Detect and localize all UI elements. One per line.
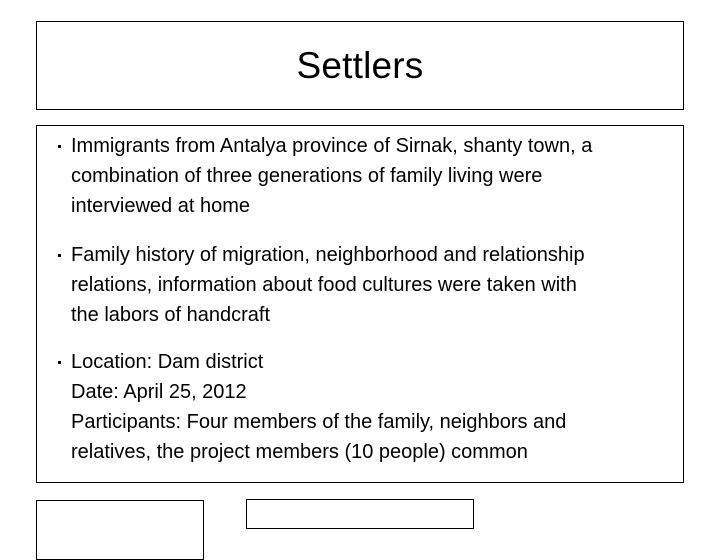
slide-title: Settlers	[296, 44, 424, 86]
bullet-line: Family history of migration, neighborhood and relationship	[71, 244, 585, 266]
bullet-line: combination of three generations of family living were	[71, 165, 543, 187]
bullet-line: relatives, the project members (10 people) common	[71, 441, 528, 463]
bullet-text	[71, 240, 651, 330]
bullet-line: relations, information about food cultures were taken with	[71, 274, 577, 296]
bullet-line: Participants: Four members of the family, neighbors and	[71, 411, 567, 433]
bullet-line: Date: April 25, 2012	[71, 381, 247, 403]
bullet-text	[71, 347, 651, 467]
title-box	[36, 21, 684, 110]
bottom-left-frame	[36, 500, 204, 560]
content-box	[36, 125, 684, 483]
bottom-right-frame	[246, 499, 474, 529]
bullet-marker-icon	[58, 254, 61, 257]
bullet-text	[71, 131, 651, 221]
bullet-line: interviewed at home	[71, 195, 250, 217]
bullet-marker-icon	[58, 361, 61, 364]
bullet-line: the labors of handcraft	[71, 304, 271, 326]
bullet-line: Immigrants from Antalya province of Sirnak, shanty town, a	[71, 135, 593, 157]
bullet-marker-icon	[58, 145, 61, 148]
bullet-line: Location: Dam district	[71, 351, 264, 373]
